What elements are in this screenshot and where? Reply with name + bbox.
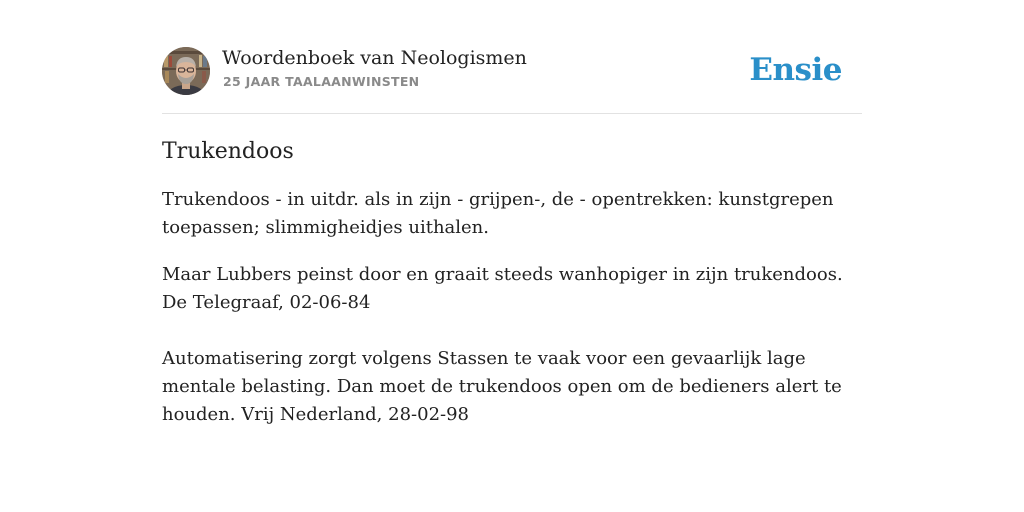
entry-example: Automatisering zorgt volgens Stassen te vaak voor een gevaarlijk lage mentale belasting. Dan moet de trukendoos open om de bedieners alert te houden. Vrij Nederland, 28-02-98 — [162, 348, 842, 425]
entry-content — [162, 136, 862, 429]
site-title[interactable]: Woordenboek van Neologismen — [222, 47, 527, 69]
ensie-logo[interactable]: Ensie — [749, 52, 842, 88]
entry-title: Trukendoos — [162, 139, 294, 164]
site-subtitle: 25 JAAR TAALAANWINSTEN — [223, 74, 420, 89]
author-portrait-icon[interactable] — [162, 47, 210, 95]
entry-definition: Trukendoos - in uitdr. als in zijn - grijpen-, de - opentrekken: kunstgrepen toepassen; slimmigheidjes uithalen. — [162, 189, 834, 238]
header — [162, 46, 862, 96]
entry-example: Maar Lubbers peinst door en graait steeds wanhopiger in zijn trukendoos. De Telegraaf, 02-06-84 — [162, 264, 843, 313]
header-divider — [162, 113, 862, 114]
